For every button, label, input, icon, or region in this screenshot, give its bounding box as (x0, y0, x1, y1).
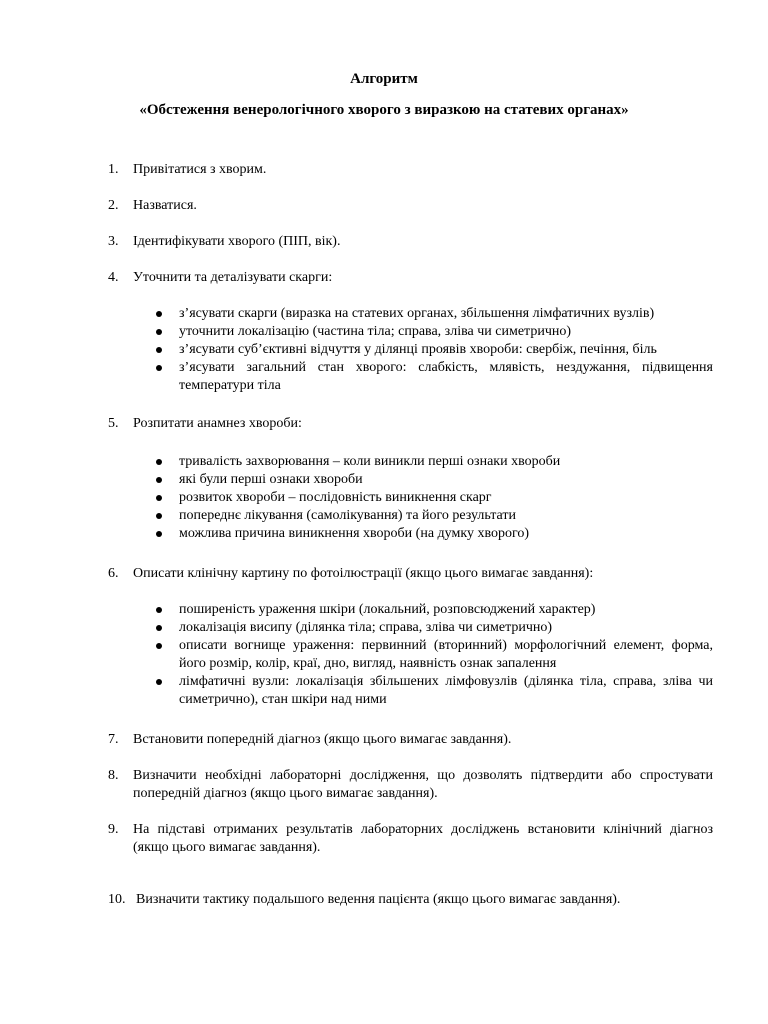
item-number: 5. (108, 416, 119, 431)
bullet-text: лімфатичні вузли: локалізація збільшених лімфовузлів (ділянка тіла, справа, зліва чи симетрично), стан шкіри над ними (179, 674, 713, 707)
bullet-icon (156, 495, 162, 501)
bullet-icon (156, 643, 162, 649)
item-number: 10. (108, 892, 126, 907)
list-item (108, 821, 713, 857)
list-item (108, 891, 713, 909)
bullet-item (152, 471, 713, 489)
bullet-icon (156, 329, 162, 335)
bullet-text: попереднє лікування (самолікування) та його результати (179, 508, 517, 523)
bullet-text: уточнити локалізацію (частина тіла; справа, зліва чи симетрично) (179, 324, 572, 339)
item-text: Привітатися з хворим. (133, 162, 267, 177)
item-text: Визначити необхідні лабораторні дослідження, що дозволять підтвердити або спростувати попередній діагноз (якщо цього вимагає завдання). (133, 768, 713, 801)
list-item (108, 731, 713, 749)
bullet-text: з’ясувати суб’єктивні відчуття у ділянці проявів хвороби: свербіж, печіння, біль (179, 342, 657, 357)
item-text: Розпитати анамнез хвороби: (133, 416, 302, 431)
bullet-item (152, 601, 713, 619)
item-text: Ідентифікувати хворого (ПІП, вік). (133, 234, 341, 249)
bullet-item (152, 305, 713, 323)
bullet-item (152, 507, 713, 525)
bullet-item (152, 637, 713, 673)
list-item (108, 269, 713, 287)
item-number: 3. (108, 234, 119, 249)
bullet-icon (156, 625, 162, 631)
list-item (108, 197, 713, 215)
list-item (108, 565, 713, 583)
bullet-list (152, 453, 713, 543)
bullet-text: розвиток хвороби – послідовність виникнення скарг (179, 490, 492, 505)
item-number: 2. (108, 198, 119, 213)
list-item (108, 767, 713, 803)
item-number: 4. (108, 270, 119, 285)
list-item (108, 161, 713, 179)
item-number: 6. (108, 566, 119, 581)
item-text: Назватися. (133, 198, 197, 213)
bullet-icon (156, 607, 162, 613)
bullet-item (152, 525, 713, 543)
bullet-text: тривалість захворювання – коли виникли перші ознаки хвороби (179, 454, 561, 469)
bullet-list (152, 601, 713, 709)
item-text: Описати клінічну картину по фотоілюстрації (якщо цього вимагає завдання): (133, 566, 594, 581)
item-number: 7. (108, 732, 119, 747)
bullet-item (152, 323, 713, 341)
bullet-icon (156, 531, 162, 537)
document-subtitle: «Обстеження венерологічного хворого з виразкою на статевих органах» (139, 102, 629, 118)
bullet-icon (156, 513, 162, 519)
bullet-icon (156, 679, 162, 685)
bullet-text: які були перші ознаки хвороби (179, 472, 363, 487)
bullet-item (152, 489, 713, 507)
list-item (108, 415, 713, 433)
bullet-item (152, 453, 713, 471)
bullet-text: локалізація висипу (ділянка тіла; справа, зліва чи симетрично) (179, 620, 553, 635)
item-number: 8. (108, 768, 119, 783)
bullet-item (152, 619, 713, 637)
list-item (108, 233, 713, 251)
bullet-text: можлива причина виникнення хвороби (на думку хворого) (179, 526, 530, 541)
bullet-icon (156, 459, 162, 465)
bullet-text: з’ясувати загальний стан хворого: слабкість, млявість, нездужання, підвищення температури тіла (179, 360, 713, 393)
bullet-item (152, 341, 713, 359)
bullet-text: описати вогнище ураження: первинний (вторинний) морфологічний елемент, форма, його розмір, колір, краї, дно, вигляд, наявність ознак запалення (179, 638, 713, 671)
bullet-text: з’ясувати скарги (виразка на статевих органах, збільшення лімфатичних вузлів) (179, 306, 655, 321)
bullet-icon (156, 347, 162, 353)
document-title: Алгоритм (350, 71, 418, 87)
bullet-icon (156, 365, 162, 371)
bullet-icon (156, 477, 162, 483)
bullet-list (152, 305, 713, 395)
item-number: 1. (108, 162, 119, 177)
bullet-item (152, 359, 713, 395)
item-text: Встановити попередній діагноз (якщо цього вимагає завдання). (133, 732, 512, 747)
item-text: На підставі отриманих результатів лабораторних досліджень встановити клінічний діагноз (якщо цього вимагає завдання). (133, 822, 713, 855)
bullet-text: поширеність ураження шкіри (локальний, розповсюджений характер) (179, 602, 596, 617)
item-text: Уточнити та деталізувати скарги: (133, 270, 333, 285)
bullet-item (152, 673, 713, 709)
item-text: Визначити тактику подальшого ведення пацієнта (якщо цього вимагає завдання). (136, 892, 621, 907)
bullet-icon (156, 311, 162, 317)
item-number: 9. (108, 822, 119, 837)
